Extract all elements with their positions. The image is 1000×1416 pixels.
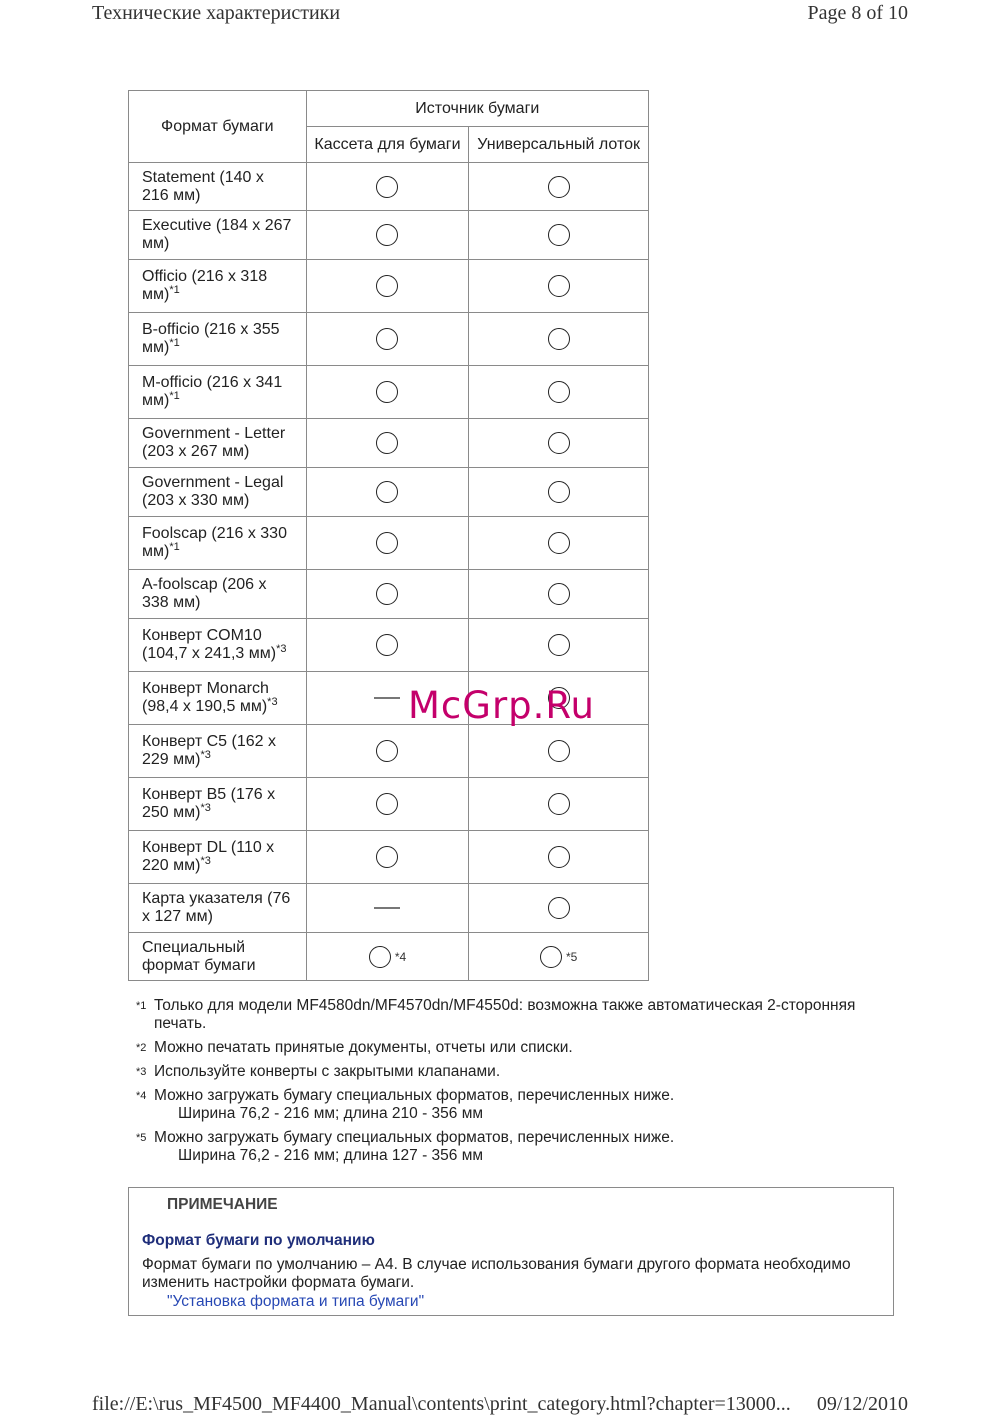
supported-circle-icon [548,583,570,605]
tray-support-cell [469,260,649,313]
footnote-text: Используйте конверты с закрытыми клапанами. [154,1063,501,1080]
footnote-mark: *2 [136,1042,147,1054]
footnote-text-block [154,1063,896,1081]
header-cassette: Кассета для бумаги [306,127,469,163]
paper-format-cell [129,260,307,313]
unsupported-dash-icon [374,907,400,909]
format-line-1: Конверт DL (110 x [142,839,275,856]
supported-circle-icon [376,224,398,246]
footer-path: file://E:\rus_MF4500_MF4400_Manual\contents\print_category.html?chapter=13000... [92,1393,791,1415]
table-row [129,517,649,570]
header-tray: Универсальный лоток [469,127,649,163]
supported-circle-icon [548,897,570,919]
cassette-support-cell [306,778,469,831]
table-row [129,366,649,419]
paper-format-cell [129,419,307,468]
table-row [129,778,649,831]
supported-circle-icon [548,634,570,656]
tray-support-cell [469,831,649,884]
supported-circle-icon [376,846,398,868]
table-row [129,619,649,672]
cassette-support-cell [306,619,469,672]
footnote-mark: *5 [136,1132,147,1144]
footnote-mark: *1 [136,1000,147,1012]
paper-format-cell [129,570,307,619]
supported-circle-icon [548,381,570,403]
cassette-support-cell [306,725,469,778]
table-row [129,570,649,619]
tray-support-cell [469,366,649,419]
format-line-2: (98,4 x 190,5 мм) [142,698,268,715]
format-line-1: Карта указателя (76 [142,890,291,907]
supported-circle-icon [376,481,398,503]
paper-format-cell [129,619,307,672]
note-label: ПРИМЕЧАНИЕ [167,1196,278,1213]
format-line-2: 216 мм) [142,186,201,204]
footnote-ref: *3 [200,855,211,867]
paper-format-cell [129,831,307,884]
paper-format-cell [129,366,307,419]
paper-format-cell [129,725,307,778]
supported-circle-icon [548,793,570,815]
cassette-support-cell [306,831,469,884]
supported-circle-icon [548,224,570,246]
footnote-text: Только для модели MF4580dn/MF4570dn/MF4550d: возможна также автоматическая 2-сторонняя печать. [154,997,856,1032]
footnote-text: Можно загружать бумагу специальных форматов, перечисленных ниже. [154,1129,675,1146]
tray-support-cell [469,725,649,778]
supported-circle-icon [548,176,570,198]
table-row [129,419,649,468]
footnote-ref: *1 [169,284,180,296]
note-title: Формат бумаги по умолчанию [142,1232,375,1249]
format-line-2: 338 мм) [142,594,201,611]
format-line-2: 220 мм) [142,857,201,874]
header-format: Формат бумаги [129,91,307,163]
table-row [129,831,649,884]
tray-support-cell [469,933,649,981]
paper-settings-link[interactable]: "Установка формата и типа бумаги" [167,1293,425,1310]
tray-support-cell [469,884,649,933]
format-line-2: (104,7 x 241,3 мм) [142,645,277,662]
format-line-1: Конверт B5 (176 x [142,786,276,803]
supported-circle-icon [376,176,398,198]
paper-format-cell [129,313,307,366]
page-number: Page 8 of 10 [807,2,908,24]
cassette-support-cell [306,366,469,419]
format-line-2: мм) [142,339,170,356]
supported-circle-icon [376,583,398,605]
tray-support-cell [469,778,649,831]
supported-circle-icon [376,532,398,554]
cassette-support-cell [306,163,469,211]
table-row [129,163,649,211]
supported-circle-icon [376,634,398,656]
supported-circle-icon [369,946,391,968]
footnote-extra: Ширина 76,2 - 216 мм; длина 127 - 356 мм [178,1147,484,1164]
supported-circle-icon [540,946,562,968]
format-line-1: Специальный [142,938,246,956]
format-line-1: Конверт Monarch [142,680,269,697]
paper-format-cell [129,163,307,211]
supported-circle-icon [376,328,398,350]
tray-support-cell [469,517,649,570]
cassette-support-cell [306,517,469,570]
supported-circle-icon [548,432,570,454]
format-line-1: M-officio (216 x 341 [142,374,283,391]
paper-format-cell [129,884,307,933]
cassette-support-cell [306,419,469,468]
table-row [129,884,649,933]
format-line-1: Government - Legal [142,474,284,491]
format-line-2: (203 x 330 мм) [142,492,250,509]
format-line-1: Officio (216 x 318 [142,268,268,285]
format-line-1: Foolscap (216 x 330 [142,525,287,542]
format-line-2: мм) [142,286,170,303]
footnote-ref: *3 [276,643,287,655]
format-line-1: B-officio (216 x 355 [142,321,280,338]
footnote-text: Можно загружать бумагу специальных форматов, перечисленных ниже. [154,1087,675,1104]
cassette-support-cell [306,211,469,260]
page-header-title: Технические характеристики [92,2,341,24]
footnote-ref: *3 [267,696,278,708]
supported-circle-icon [548,532,570,554]
footnote-item [136,1129,896,1165]
paper-format-cell [129,672,307,725]
supported-circle-icon [376,275,398,297]
footnote-item [136,1039,896,1057]
watermark: McGrp.Ru [408,684,595,727]
footnote-text: Можно печатать принятые документы, отчеты или списки. [154,1039,573,1056]
format-line-2: (203 x 267 мм) [142,443,250,460]
note-box [128,1187,894,1316]
cassette-support-cell [306,313,469,366]
footnote-ref: *1 [169,337,180,349]
footnote-text-block [154,1087,896,1123]
supported-circle-icon [376,381,398,403]
supported-circle-icon [376,432,398,454]
paper-format-cell [129,211,307,260]
table-row [129,260,649,313]
footnote-text-block [154,997,896,1033]
footnote-mark: *3 [136,1066,147,1078]
footnote-item [136,1087,896,1123]
supported-circle-icon [548,846,570,868]
footer-date: 09/12/2010 [816,1393,908,1415]
footnote-ref: *5 [565,949,578,964]
paper-format-table [128,90,649,981]
tray-support-cell [469,570,649,619]
table-row [129,933,649,981]
format-line-2: x 127 мм) [142,908,213,925]
footnote-ref: *1 [169,541,180,553]
footnote-ref: *4 [394,949,407,964]
footnote-ref: *3 [200,749,211,761]
format-line-2: 250 мм) [142,804,201,821]
footnote-text-block [154,1129,896,1165]
format-line-1: Конверт COM10 [142,627,262,644]
cassette-support-cell [306,468,469,517]
footnote-item [136,997,896,1033]
supported-circle-icon [376,793,398,815]
supported-circle-icon [376,740,398,762]
format-line-1: Конверт C5 (162 x [142,733,276,750]
format-line-2: 229 мм) [142,751,201,768]
footnotes [136,997,896,1171]
supported-circle-icon [548,275,570,297]
format-line-1: Statement (140 x [142,168,264,186]
table-row [129,313,649,366]
paper-format-cell [129,468,307,517]
footnote-ref: *1 [169,390,180,402]
note-body: Формат бумаги по умолчанию – A4. В случае использования бумаги другого формата необходимо изменить настройки формата бумаги. [142,1256,851,1291]
tray-support-cell [469,468,649,517]
footnote-text-block [154,1039,896,1057]
format-line-2: мм) [142,392,170,409]
table-row [129,468,649,517]
format-line-2: формат бумаги [142,956,256,974]
tray-support-cell [469,211,649,260]
footnote-extra: Ширина 76,2 - 216 мм; длина 210 - 356 мм [178,1105,484,1122]
supported-circle-icon [548,740,570,762]
supported-circle-icon [548,481,570,503]
format-line-2: мм) [142,235,170,252]
tray-support-cell [469,313,649,366]
paper-format-cell [129,933,307,981]
tray-support-cell [469,419,649,468]
tray-support-cell [469,619,649,672]
header-source: Источник бумаги [306,91,648,127]
footnote-mark: *4 [136,1090,147,1102]
unsupported-dash-icon [374,697,400,699]
paper-format-cell [129,778,307,831]
format-line-1: A-foolscap (206 x [142,576,267,593]
cassette-support-cell [306,933,469,981]
format-line-1: Government - Letter [142,425,286,442]
footnote-item [136,1063,896,1081]
format-line-2: мм) [142,543,170,560]
cassette-support-cell [306,570,469,619]
table-row [129,725,649,778]
cassette-support-cell [306,260,469,313]
tray-support-cell [469,163,649,211]
cassette-support-cell [306,884,469,933]
table-row [129,211,649,260]
paper-format-cell [129,517,307,570]
format-line-1: Executive (184 x 267 [142,217,292,234]
footnote-ref: *3 [200,802,211,814]
supported-circle-icon [548,328,570,350]
